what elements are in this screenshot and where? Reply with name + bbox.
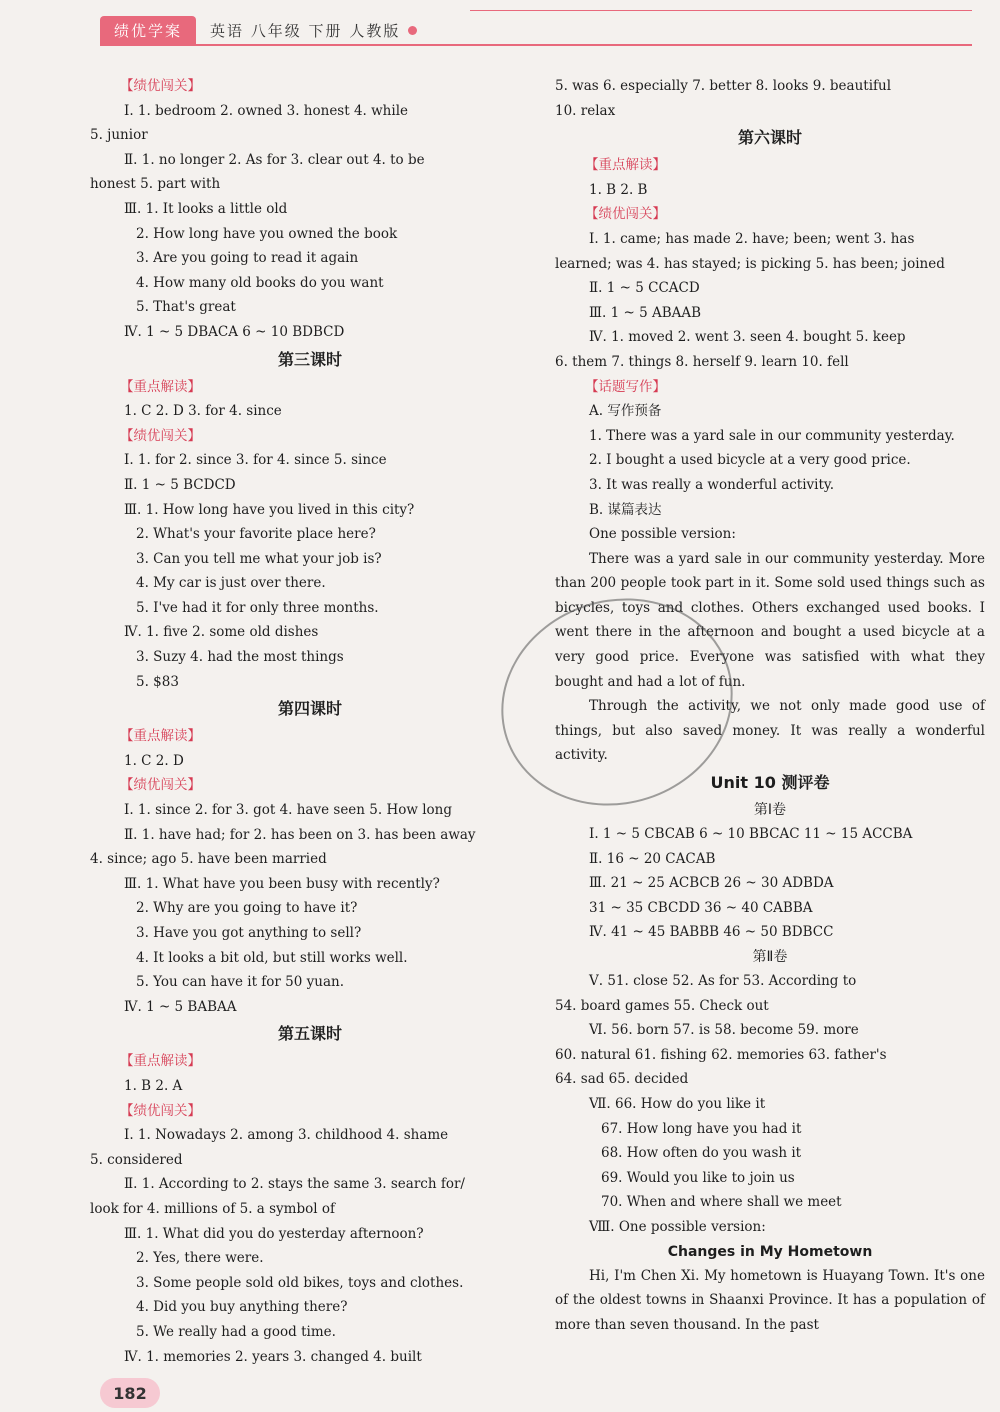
- section-tag: 【绩优闯关】: [120, 1102, 201, 1119]
- answer-line: Ⅶ. 66. How do you like it: [589, 1095, 766, 1112]
- answer-line: Ⅷ. One possible version:: [589, 1218, 766, 1235]
- answer-line: 70. When and where shall we meet: [601, 1194, 842, 1211]
- answer-line: Ⅰ. 1. Nowadays 2. among 3. childhood 4. shame: [124, 1127, 449, 1144]
- answer-line: 3. Have you got anything to sell?: [136, 925, 362, 941]
- answer-line: Ⅰ. 1. came; has made 2. have; been; went 3. has: [589, 230, 915, 247]
- answer-line: 1. B 2. A: [124, 1077, 183, 1094]
- answer-line: 68. How often do you wash it: [601, 1145, 802, 1162]
- answer-line: Ⅳ. 1. five 2. some old dishes: [124, 624, 319, 641]
- answer-line: 31 ~ 35 CBCDD 36 ~ 40 CABBA: [589, 899, 813, 916]
- answer-line: 4. My car is just over there.: [136, 575, 326, 592]
- answer-line: A. 写作预备: [589, 403, 662, 420]
- answer-line: Ⅲ. 21 ~ 25 ACBCB 26 ~ 30 ADBDA: [589, 875, 834, 892]
- section-heading: 第四课时: [277, 699, 342, 719]
- answer-line: 3. Suzy 4. had the most things: [136, 649, 344, 666]
- answer-line: Ⅳ. 1. moved 2. went 3. seen 4. bought 5. keep: [589, 329, 906, 346]
- answer-line: 4. Did you buy anything there?: [136, 1299, 348, 1316]
- answer-line: 4. How many old books do you want: [136, 274, 384, 291]
- answer-line: honest 5. part with: [90, 176, 221, 193]
- answer-line: Ⅳ. 1 ~ 5 BABAA: [124, 998, 237, 1015]
- answer-line: Ⅱ. 1 ~ 5 BCDCD: [124, 476, 236, 493]
- answer-line: 3. Can you tell me what your job is?: [136, 550, 382, 567]
- answer-line: 5. junior: [90, 127, 148, 144]
- answer-line: Ⅲ. 1. What have you been busy with recently?: [124, 875, 440, 892]
- answer-line: Ⅲ. 1 ~ 5 ABAAB: [589, 304, 702, 321]
- answer-line: 4. since; ago 5. have been married: [90, 851, 327, 868]
- section-tag: 【绩优闯关】: [120, 777, 201, 794]
- answer-line: look for 4. millions of 5. a symbol of: [90, 1200, 335, 1217]
- answer-line: 5. $83: [136, 673, 179, 690]
- answer-line: learned; was 4. has stayed; is picking 5. has been; joined: [555, 255, 945, 272]
- section-tag: 【重点解读】: [585, 157, 666, 174]
- left-column: [90, 74, 530, 1369]
- header-top-rule: [470, 10, 972, 11]
- answer-line: 5. considered: [90, 1151, 183, 1168]
- header-rule: [100, 44, 972, 46]
- answer-line: 1. B 2. B: [589, 181, 648, 198]
- section-heading: 第六课时: [737, 128, 802, 148]
- answer-line: 10. relax: [555, 102, 616, 119]
- answer-line: 1. C 2. D: [124, 752, 184, 769]
- section-heading: 第五课时: [277, 1024, 342, 1044]
- answer-line: 5. was 6. especially 7. better 8. looks 9. beautiful: [555, 78, 892, 94]
- section-tag: 【绩优闯关】: [120, 427, 201, 444]
- answer-line: Ⅰ. 1. for 2. since 3. for 4. since 5. since: [124, 452, 387, 469]
- answer-line: 2. What's your favorite place here?: [136, 526, 376, 543]
- answer-line: One possible version:: [589, 526, 736, 543]
- answer-line: 69. Would you like to join us: [601, 1169, 795, 1186]
- header-dot-icon: [408, 26, 417, 35]
- section-tag: 【绩优闯关】: [585, 206, 666, 223]
- answer-line: 5. You can have it for 50 yuan.: [136, 974, 344, 991]
- answer-line: Ⅳ. 41 ~ 45 BABBB 46 ~ 50 BDBCC: [589, 924, 834, 941]
- answer-line: 2. I bought a used bicycle at a very good price.: [589, 452, 911, 469]
- section-tag: 【绩优闯关】: [120, 78, 201, 94]
- answer-line: Ⅰ. 1 ~ 5 CBCAB 6 ~ 10 BBCAC 11 ~ 15 ACCBA: [589, 826, 913, 843]
- section-tag: 【话题写作】: [585, 378, 666, 395]
- answer-line: B. 谋篇表达: [589, 501, 662, 518]
- section-heading: 第Ⅱ卷: [752, 949, 788, 965]
- page-header: [100, 14, 417, 46]
- answer-line: Ⅰ. 1. bedroom 2. owned 3. honest 4. while: [124, 102, 409, 119]
- book-subtitle: 英语 八年级 下册 人教版: [210, 21, 401, 40]
- section-heading: 第Ⅰ卷: [753, 802, 787, 819]
- answer-line: Ⅱ. 1. no longer 2. As for 3. clear out 4. to be: [124, 151, 425, 168]
- answer-line: 1. C 2. D 3. for 4. since: [124, 403, 282, 420]
- section-heading: Changes in My Hometown: [667, 1243, 873, 1260]
- answer-line: Ⅲ. 1. What did you do yesterday afternoon?: [124, 1225, 424, 1242]
- answer-line: 2. Yes, there were.: [136, 1250, 264, 1267]
- answer-line: 5. I've had it for only three months.: [136, 599, 379, 616]
- answer-line: 5. That's great: [136, 299, 236, 316]
- answer-line: 3. Some people sold old bikes, toys and clothes.: [136, 1274, 464, 1291]
- section-tag: 【重点解读】: [120, 378, 201, 395]
- answer-line: Ⅱ. 16 ~ 20 CACAB: [589, 850, 716, 867]
- answer-line: 1. There was a yard sale in our community yesterday.: [589, 427, 955, 444]
- answer-line: 6. them 7. things 8. herself 9. learn 10. fell: [555, 353, 849, 370]
- answer-line: 3. Are you going to read it again: [136, 250, 359, 267]
- answer-line: 3. It was really a wonderful activity.: [589, 476, 835, 493]
- page-number: 182: [100, 1378, 160, 1408]
- answer-line: 60. natural 61. fishing 62. memories 63. father's: [555, 1046, 887, 1063]
- section-tag: 【重点解读】: [120, 728, 201, 745]
- answer-line: Ⅲ. 1. How long have you lived in this city?: [124, 501, 415, 518]
- essay-paragraph: Hi, I'm Chen Xi. My hometown is Huayang Town. It's one of the oldest towns in Shaanxi Province. It has a population of more than seven thousand. In the past: [555, 1267, 985, 1333]
- answer-line: Ⅴ. 51. close 52. As for 53. According to: [589, 973, 857, 989]
- answer-line: 54. board games 55. Check out: [555, 997, 769, 1014]
- section-heading: 第三课时: [277, 349, 342, 369]
- answer-line: 5. We really had a good time.: [136, 1323, 336, 1340]
- section-heading: Unit 10 测评卷: [710, 773, 830, 793]
- essay-paragraph: Through the activity, we not only made good use of things, but also saved money. It was really a wonderful activity.: [555, 698, 985, 764]
- answer-line: Ⅰ. 1. since 2. for 3. got 4. have seen 5. How long: [124, 802, 452, 819]
- answer-line: Ⅳ. 1. memories 2. years 3. changed 4. built: [124, 1348, 422, 1365]
- answer-line: Ⅱ. 1 ~ 5 CCACD: [589, 280, 700, 297]
- answer-line: Ⅵ. 56. born 57. is 58. become 59. more: [589, 1022, 859, 1039]
- answer-line: 4. It looks a bit old, but still works well.: [136, 949, 408, 966]
- book-brand: 绩优学案: [100, 16, 196, 45]
- answer-line: Ⅳ. 1 ~ 5 DBACA 6 ~ 10 BDBCD: [124, 323, 345, 340]
- answer-line: 67. How long have you had it: [601, 1120, 802, 1137]
- answer-line: 2. How long have you owned the book: [136, 225, 398, 242]
- essay-paragraph: There was a yard sale in our community yesterday. More than 200 people took part in it. Some sold used things such as bicycles, toys and clothes. Others exchanged used books. I went there in the afternoon and bought a used bicycle at a very good price. Everyone was satisfied with what they bought and had a lot of fun.: [555, 550, 985, 690]
- answer-line: Ⅲ. 1. It looks a little old: [124, 200, 288, 217]
- answer-line: 64. sad 65. decided: [555, 1071, 689, 1088]
- section-tag: 【重点解读】: [120, 1053, 201, 1070]
- answer-line: Ⅱ. 1. According to 2. stays the same 3. search for/: [124, 1176, 465, 1193]
- answer-line: Ⅱ. 1. have had; for 2. has been on 3. has been away: [124, 826, 476, 843]
- answer-line: 2. Why are you going to have it?: [136, 900, 358, 917]
